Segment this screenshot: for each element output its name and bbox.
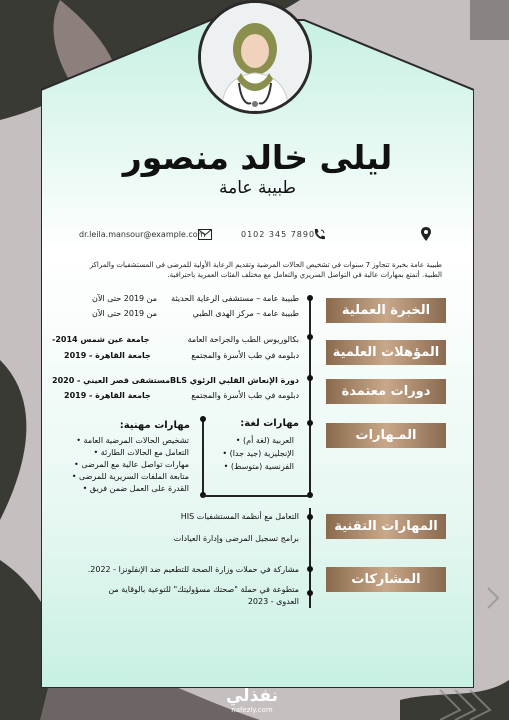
timeline-line: [309, 297, 311, 497]
section-heading-courses: دورات معتمدة: [326, 379, 446, 404]
phone-text[interactable]: 0102 345 7890: [241, 230, 316, 239]
professional-skill-item: مهارات تواصل عالية مع المرضى •: [74, 460, 189, 469]
language-item: الإنجليزية (جيد جدا) •: [222, 449, 294, 458]
nafezly-logo: [212, 686, 292, 714]
section-heading-education: المؤهلات العلمية: [326, 340, 446, 365]
phone-icon: [313, 228, 326, 241]
course-name: دورة الإنعاش القلبي الرئوي BLS: [170, 376, 299, 385]
professional-skill-item: متابعة الملفات السريرية للمرضى •: [71, 472, 189, 481]
timeline-dot: [307, 334, 313, 340]
course-place: مستشفى قصر العيني - 2020: [52, 376, 171, 385]
location-pin-icon: [421, 227, 431, 241]
education-degree: دبلومه في طب الأسرة والمجتمع: [191, 351, 299, 360]
timeline-dot: [307, 566, 313, 572]
doctor-portrait-icon: [201, 3, 309, 111]
section-heading-experience: الخبرة العملية: [326, 298, 446, 323]
profile-photo: [198, 0, 312, 114]
participation-item: متطوعة في حملة "صحتك مسؤوليتك" للتوعية بالوقاية من العدوى - 2023: [108, 585, 299, 606]
timeline-dot: [200, 416, 206, 422]
email-text[interactable]: dr.leila.mansour@example.com: [79, 230, 206, 239]
section-heading-participation: المشاركات: [326, 567, 446, 592]
timeline-dot: [307, 375, 313, 381]
professional-skills-title: مهارات مهنية:: [119, 420, 190, 431]
timeline-dot: [307, 295, 313, 301]
languages-title: مهارات لغة:: [240, 418, 299, 429]
skills-divider: [202, 418, 204, 496]
skills-connector: [203, 495, 309, 497]
language-item: الفرنسية (متوسط) •: [223, 462, 294, 471]
job-title: طبيبة عامة: [219, 178, 296, 198]
experience-role: طبيبة عامة – مركز الهدى الطبي: [192, 309, 299, 318]
timeline-dot: [307, 420, 313, 426]
profile-summary: طبيبة عامة بخبرة تتجاوز 7 سنوات في تشخيص الحالات المرضية وتقديم الرعاية الأولية للمرضى في المستشفيات والمراكز الطبية. أتمتع بمهارات عالية في التواصل السريري والتعامل مع مختلف الفئات العمرية باحترافية.: [89, 261, 442, 279]
language-item: العربية (لغة أم) •: [235, 436, 294, 445]
course-place: جامعة القاهرة - 2019: [64, 391, 151, 400]
professional-skill-item: تشخيص الحالات المرضية العامة •: [76, 436, 189, 445]
education-place: جامعة عين شمس 2014-: [52, 335, 150, 344]
education-degree: بكالوريوس الطب والجراحة العامة: [187, 335, 299, 344]
logo-arabic-text: نفذلي: [225, 686, 279, 706]
section-heading-skills: المـهارات: [326, 423, 446, 448]
timeline-dot: [307, 514, 313, 520]
email-icon: [198, 229, 212, 240]
technical-item: التعامل مع أنظمة المستشفيات HIS: [180, 512, 299, 521]
participation-item: مشاركة في حملات وزارة الصحة للتطعيم ضد الإنفلونزا - 2022.: [87, 565, 299, 574]
professional-skill-item: القدرة على العمل ضمن فريق •: [82, 484, 189, 493]
course-name: دبلومه في طب الأسرة والمجتمع: [191, 391, 299, 400]
experience-date: من 2019 حتى الآن: [92, 294, 158, 303]
logo-latin-text: nafezly.com: [231, 706, 273, 714]
technical-item: برامج تسجيل المرضى وإدارة العيادات: [173, 534, 299, 543]
experience-role: طبيبة عامة – مستشفى الرعاية الحديثة: [171, 294, 299, 303]
experience-date: من 2019 حتى الآن: [92, 309, 158, 318]
professional-skill-item: التعامل مع الحالات الطارئة •: [93, 448, 189, 457]
section-heading-technical: المهارات التقنية: [326, 514, 446, 539]
education-place: جامعة القاهرة - 2019: [64, 351, 151, 360]
candidate-name: ليلى خالد منصور: [122, 138, 393, 177]
timeline-dot: [307, 590, 313, 596]
